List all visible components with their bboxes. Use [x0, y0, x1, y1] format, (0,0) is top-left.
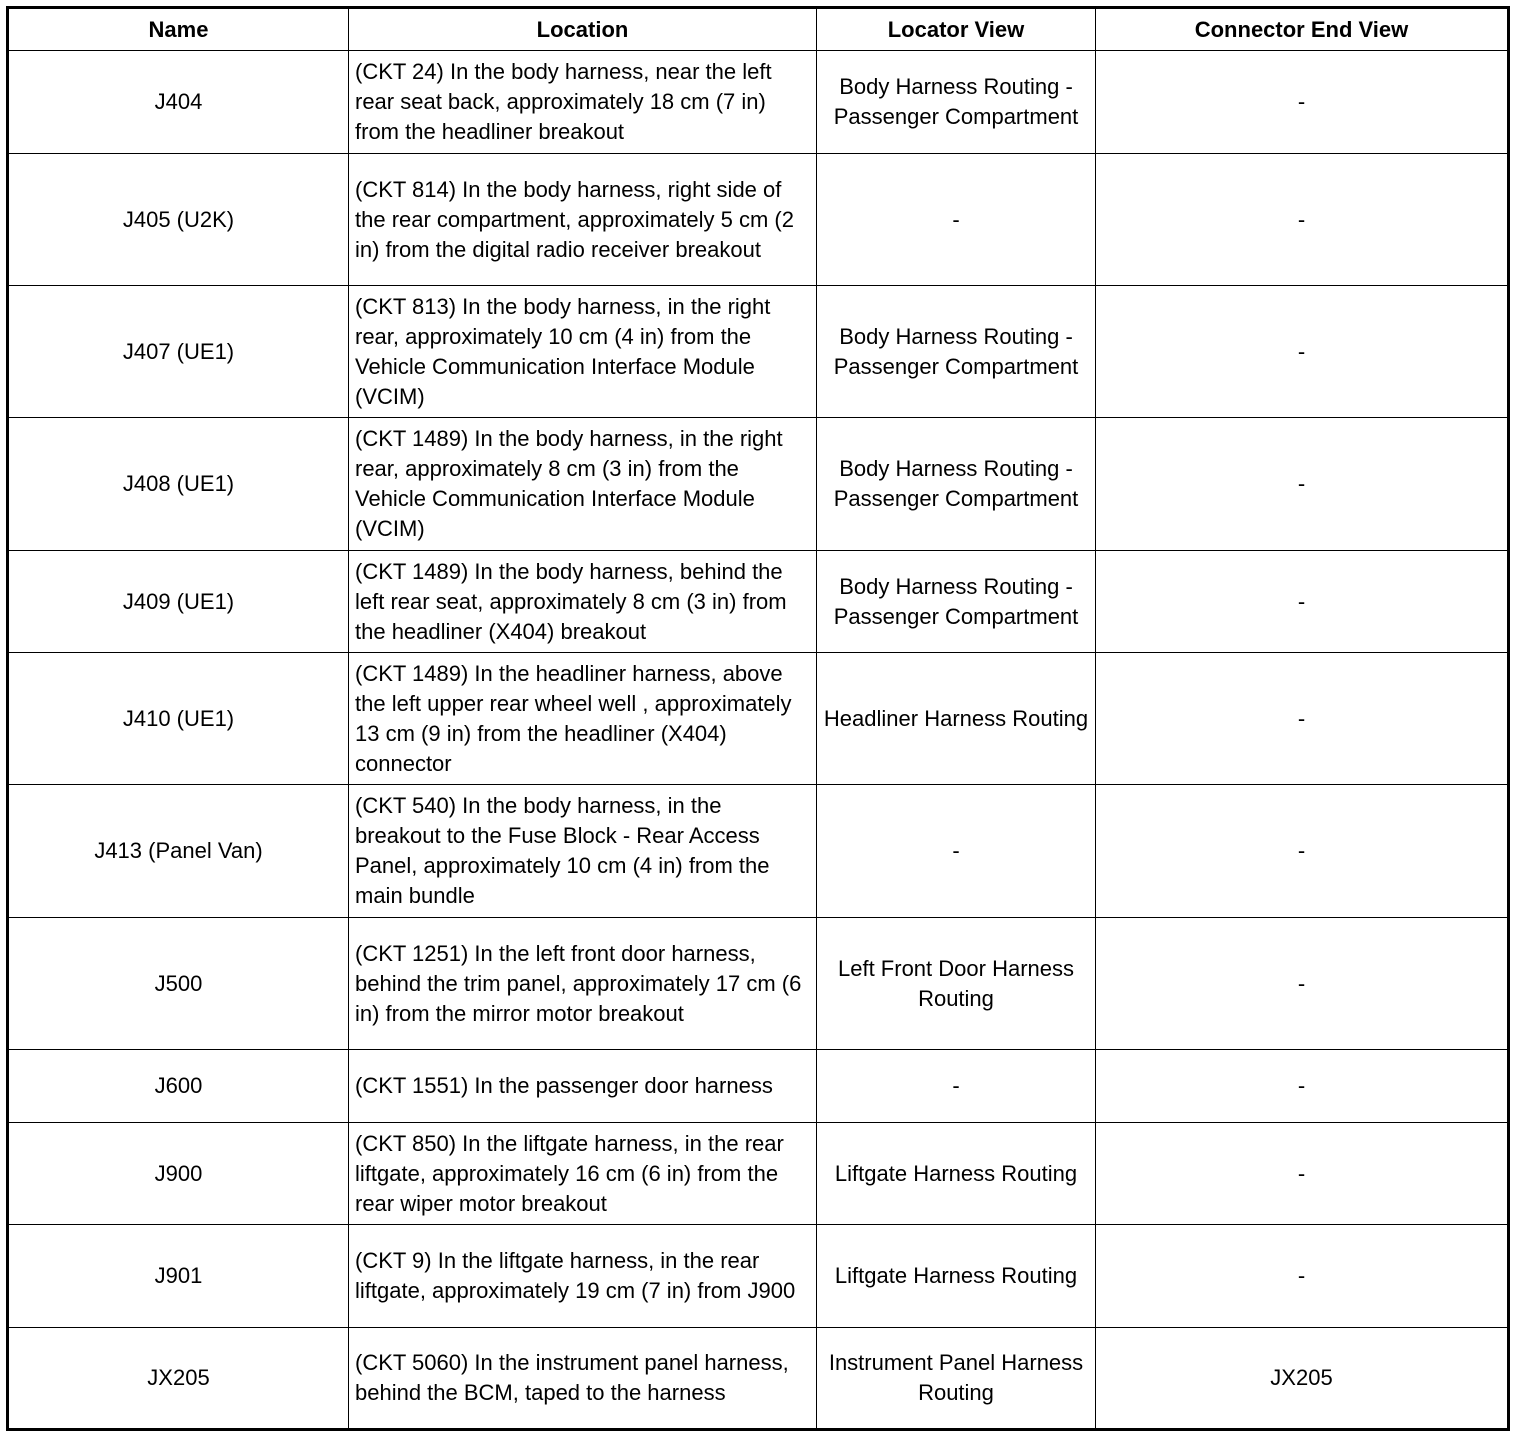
row-locator-view: Instrument Panel Harness Routing [817, 1328, 1096, 1430]
row-connector-end-view: - [1096, 785, 1509, 918]
row-location: (CKT 540) In the body harness, in the breakout to the Fuse Block - Rear Access Panel, approximately 10 cm (4 in) from the main bundle [349, 785, 817, 918]
row-locator-view: - [817, 1050, 1096, 1123]
row-name: J900 [8, 1123, 349, 1225]
row-locator-view: Body Harness Routing - Passenger Compartment [817, 51, 1096, 154]
row-connector-end-view: - [1096, 1225, 1509, 1328]
row-location: (CKT 1489) In the headliner harness, above the left upper rear wheel well , approximately 13 cm (9 in) from the headliner (X404) connector [349, 653, 817, 785]
row-connector-end-view: - [1096, 1123, 1509, 1225]
row-locator-view: Body Harness Routing - Passenger Compartment [817, 418, 1096, 551]
row-name: J404 [8, 51, 349, 154]
table-row [8, 51, 1509, 154]
row-connector-end-view: - [1096, 1050, 1509, 1123]
splice-location-table [6, 6, 1510, 1431]
row-connector-end-view: - [1096, 51, 1509, 154]
row-connector-end-view: - [1096, 286, 1509, 418]
row-name: J413 (Panel Van) [8, 785, 349, 918]
table-row [8, 653, 1509, 785]
header-connector-end-view: Connector End View [1096, 8, 1509, 51]
row-name: J408 (UE1) [8, 418, 349, 551]
table-row [8, 1050, 1509, 1123]
row-location: (CKT 1489) In the body harness, in the right rear, approximately 8 cm (3 in) from the Vehicle Communication Interface Module (VCIM) [349, 418, 817, 551]
header-row [8, 8, 1509, 51]
row-connector-end-view: - [1096, 418, 1509, 551]
table-row [8, 1225, 1509, 1328]
row-locator-view: Liftgate Harness Routing [817, 1225, 1096, 1328]
table-row [8, 286, 1509, 418]
row-locator-view: - [817, 785, 1096, 918]
row-locator-view: Body Harness Routing - Passenger Compartment [817, 286, 1096, 418]
row-location: (CKT 9) In the liftgate harness, in the rear liftgate, approximately 19 cm (7 in) from J900 [349, 1225, 817, 1328]
row-location: (CKT 5060) In the instrument panel harness, behind the BCM, taped to the harness [349, 1328, 817, 1430]
row-name: J901 [8, 1225, 349, 1328]
table-row [8, 551, 1509, 653]
table-row [8, 918, 1509, 1050]
row-name: J600 [8, 1050, 349, 1123]
row-name: J409 (UE1) [8, 551, 349, 653]
table-row [8, 418, 1509, 551]
row-name: J410 (UE1) [8, 653, 349, 785]
row-connector-end-view: - [1096, 551, 1509, 653]
row-connector-end-view: JX205 [1096, 1328, 1509, 1430]
row-name: J405 (U2K) [8, 154, 349, 286]
row-connector-end-view: - [1096, 653, 1509, 785]
row-location: (CKT 1551) In the passenger door harness [349, 1050, 817, 1123]
row-locator-view: - [817, 154, 1096, 286]
row-location: (CKT 813) In the body harness, in the right rear, approximately 10 cm (4 in) from the Vehicle Communication Interface Module (VCIM) [349, 286, 817, 418]
row-location: (CKT 814) In the body harness, right side of the rear compartment, approximately 5 cm (2 in) from the digital radio receiver breakout [349, 154, 817, 286]
row-locator-view: Body Harness Routing - Passenger Compartment [817, 551, 1096, 653]
header-locator-view: Locator View [817, 8, 1096, 51]
table-row [8, 1328, 1509, 1430]
row-location: (CKT 1489) In the body harness, behind the left rear seat, approximately 8 cm (3 in) from the headliner (X404) breakout [349, 551, 817, 653]
table-row [8, 1123, 1509, 1225]
row-name: JX205 [8, 1328, 349, 1430]
row-location: (CKT 24) In the body harness, near the left rear seat back, approximately 18 cm (7 in) from the headliner breakout [349, 51, 817, 154]
header-location: Location [349, 8, 817, 51]
row-name: J500 [8, 918, 349, 1050]
row-location: (CKT 1251) In the left front door harness, behind the trim panel, approximately 17 cm (6 in) from the mirror motor breakout [349, 918, 817, 1050]
table-row [8, 154, 1509, 286]
row-locator-view: Liftgate Harness Routing [817, 1123, 1096, 1225]
row-location: (CKT 850) In the liftgate harness, in the rear liftgate, approximately 16 cm (6 in) from the rear wiper motor breakout [349, 1123, 817, 1225]
table-row [8, 785, 1509, 918]
row-connector-end-view: - [1096, 154, 1509, 286]
header-name: Name [8, 8, 349, 51]
row-locator-view: Left Front Door Harness Routing [817, 918, 1096, 1050]
row-locator-view: Headliner Harness Routing [817, 653, 1096, 785]
row-name: J407 (UE1) [8, 286, 349, 418]
row-connector-end-view: - [1096, 918, 1509, 1050]
